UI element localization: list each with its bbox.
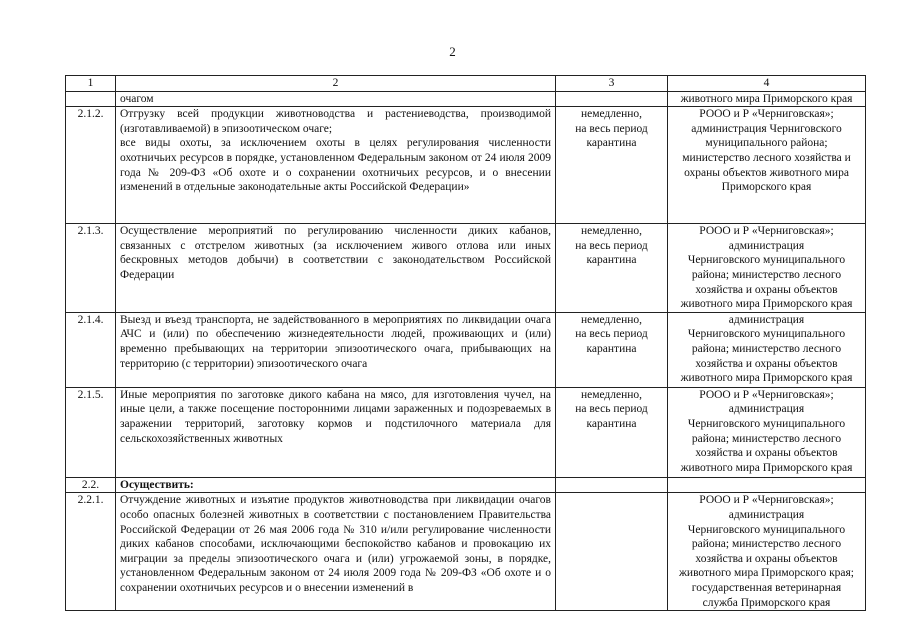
row-responsible: животного мира Приморского края <box>668 91 866 107</box>
row-measure-text: Иные мероприятия по заготовке дикого кабана на мясо, для изготовления чучел, на иные цели, а также посещение посторонними лицами зараженных и подозреваемых в заражении территорий, заготовку кормов и подстилочного материала для сельскохозяйственных животных <box>116 387 556 477</box>
row-number: 2.1.5. <box>66 387 116 477</box>
row-responsible: РООО и Р «Черниговская»; администрация Черниговского муниципального района; министерство лесного хозяйства и охраны объектов животного мира Приморского края <box>668 387 866 477</box>
row-measure-text: Отгрузку всей продукции животноводства и растениеводства, производимой (изготавливаемой) в эпизоотическом очаге; все виды охоты, за исключением охоты в целях регулирования численности охотничьих ресурсов в порядке, установленном Федеральным законом от 24 июля 2009 года № 209-ФЗ «Об охоте и о сохранении охотничьих ресурсов, и о внесении изменений в отдельные законодательные акты Российской Федерации» <box>116 107 556 224</box>
row-number: 2.1.2. <box>66 107 116 224</box>
row-number: 2.1.3. <box>66 224 116 313</box>
row-term: немедленно, на весь период карантина <box>556 107 668 224</box>
row-responsible <box>668 477 866 493</box>
row-number: 2.1.4. <box>66 312 116 387</box>
row-responsible: администрация Черниговского муниципального района; министерство лесного хозяйства и охраны объектов животного мира Приморского края <box>668 312 866 387</box>
table-row <box>66 387 866 477</box>
table-row <box>66 224 866 313</box>
row-measure-text: Осуществление мероприятий по регулированию численности диких кабанов, связанных с отстрелом животных (за исключением живого отлова или иных бескровных методов добычи) в соответствии с законодательством Российской Федерации <box>116 224 556 313</box>
row-number: 2.2. <box>66 477 116 493</box>
row-term: немедленно, на весь период карантина <box>556 224 668 313</box>
row-term <box>556 493 668 611</box>
row-number <box>66 91 116 107</box>
row-responsible: РООО и Р «Черниговская»; администрация Черниговского муниципального района; министерство лесного хозяйства и охраны объектов животного мира Приморского края <box>668 107 866 224</box>
header-col-1: 1 <box>66 76 116 92</box>
table-row <box>66 493 866 611</box>
row-term <box>556 91 668 107</box>
row-section-heading: Осуществить: <box>116 477 556 493</box>
table-row <box>66 91 866 107</box>
measures-table <box>65 75 866 611</box>
row-term <box>556 477 668 493</box>
row-measure-text: Выезд и въезд транспорта, не задействованного в мероприятиях по ликвидации очага АЧС и (или) по обеспечению жизнедеятельности людей, проживающих и (или) временно пребывающих на территории эпизоотического очага, прибывающих на территорию (с территории) эпизоотического очага <box>116 312 556 387</box>
row-number: 2.2.1. <box>66 493 116 611</box>
header-col-3: 3 <box>556 76 668 92</box>
row-responsible: РООО и Р «Черниговская»; администрация Черниговского муниципального района; министерство лесного хозяйства и охраны объектов животного мира Приморского края; государственная ветеринарная служба Приморского края <box>668 493 866 611</box>
page-number: 2 <box>449 44 456 59</box>
table-row <box>66 477 866 493</box>
row-responsible: РООО и Р «Черниговская»; администрация Черниговского муниципального района; министерство лесного хозяйства и охраны объектов животного мира Приморского края <box>668 224 866 313</box>
row-term: немедленно, на весь период карантина <box>556 387 668 477</box>
row-term: немедленно, на весь период карантина <box>556 312 668 387</box>
table-row <box>66 107 866 224</box>
row-measure-text: очагом <box>116 91 556 107</box>
row-measure-text: Отчуждение животных и изъятие продуктов животноводства при ликвидации очагов особо опасных болезней животных в соответствии с постановлением Правительства Российской Федерации от 26 мая 2006 года № 310 и/или регулирование численности диких кабанов способами, исключающими беспокойство кабанов и провокацию их миграции за пределы эпизоотического очага и (или) угрожаемой зоны, в порядке, установленном Федеральным законом от 24 июля 2009 года № 209-ФЗ «Об охоте и о сохранении охотничьих ресурсов и о внесении изменений в <box>116 493 556 611</box>
header-col-2: 2 <box>116 76 556 92</box>
table-header-row <box>66 76 866 92</box>
table-row <box>66 312 866 387</box>
header-col-4: 4 <box>668 76 866 92</box>
